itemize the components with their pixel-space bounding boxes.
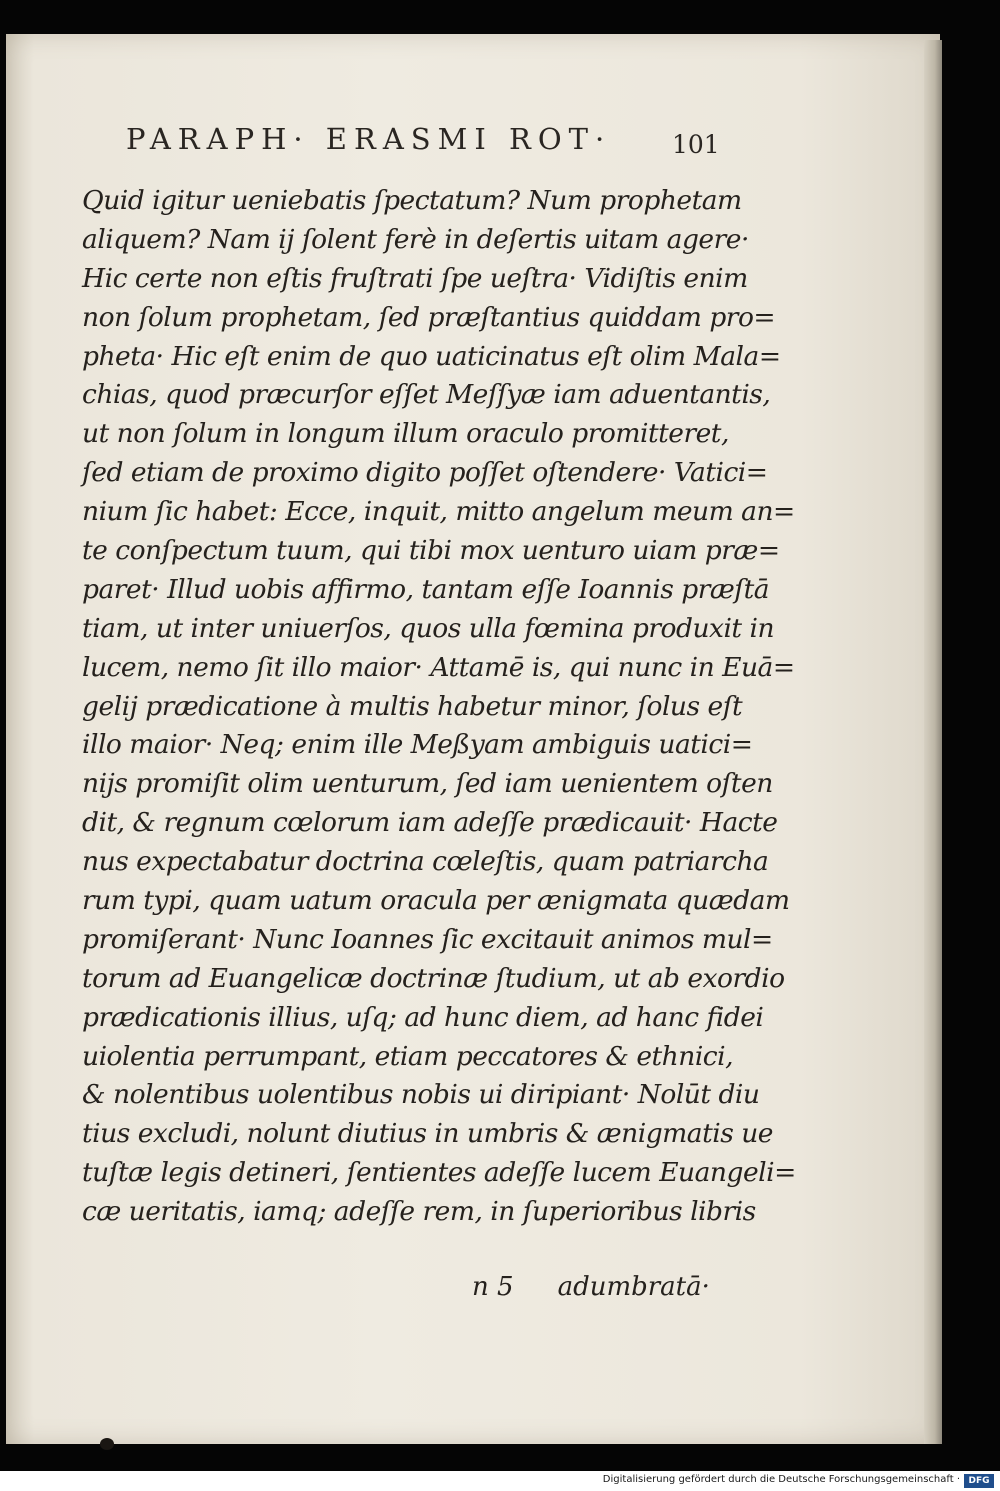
text-line: Quid igitur ueniebatis ſpectatum? Num prophetam <box>82 185 742 216</box>
text-line: lucem, nemo ſit illo maior· Attamē is, qui nunc in Euā= <box>82 651 795 683</box>
text-line: rum typi, quam uatum oracula per ænigmata quædam <box>82 885 790 917</box>
text-line: ut non ſolum in longum illum oraculo promitteret, <box>82 418 729 450</box>
text-line: nus expectabatur doctrina cœleſtis, quam patriarcha <box>82 846 769 878</box>
text-line: te conſpectum tuum, qui tibi mox uenturo uiam præ= <box>82 535 780 567</box>
text-line: torum ad Euangelicæ doctrinæ ſtudium, ut ab exordio <box>82 962 785 994</box>
text-line: tuſtæ legis detineri, ſentientes adeſſe lucem Euangeli= <box>82 1157 796 1189</box>
text-line: ſed etiam de proximo digito poſſet oſtendere· Vatici= <box>82 457 768 489</box>
text-line: aliquem? Nam ij ſolent ferè in deſertis uitam agere· <box>82 223 749 255</box>
text-line: illo maior· Neq; enim ille Meßyam ambiguis uatici= <box>82 729 753 761</box>
text-line: promiſerant· Nunc Ioannes ſic excitauit animos mul= <box>82 923 773 955</box>
catchword: adumbratā· <box>557 1272 710 1302</box>
dfg-logo: DFG <box>964 1474 994 1488</box>
text-line: Hic certe non eſtis fruſtrati ſpe ueſtra· Vidiſtis enim <box>82 262 748 294</box>
text-line: non ſolum prophetam, ſed præſtantius quiddam pro= <box>82 301 776 333</box>
text-line: chias, quod præcurſor eſſet Meſſyæ iam aduentantis, <box>82 379 771 411</box>
text-body <box>82 182 796 1232</box>
text-line: pheta· Hic eſt enim de quo uaticinatus eſt olim Mala= <box>82 340 781 372</box>
text-line: & nolentibus uolentibus nobis ui diripiant· Nolūt diu <box>82 1079 760 1111</box>
text-line: tius excludi, nolunt diutius in umbris & ænigmatis ue <box>82 1118 773 1150</box>
running-head: PARAPH· ERASMI ROT· <box>126 122 612 156</box>
funding-credit: Digitalisierung gefördert durch die Deutsche Forschungsgemeinschaft · <box>602 1474 960 1485</box>
signature-line <box>472 1272 710 1302</box>
ink-blot <box>100 1438 114 1450</box>
text-line: uiolentia perrumpant, etiam peccatores & ethnici, <box>82 1040 734 1072</box>
text-line: nijs promiſit olim uenturum, ſed iam uenientem oſten <box>82 768 773 800</box>
text-line: paret· Illud uobis affirmo, tantam eſſe Ioannis præſtā <box>82 573 770 605</box>
signature-mark: n 5 <box>472 1272 514 1302</box>
text-line: tiam, ut inter uniuerſos, quos ulla fœmina produxit in <box>82 612 775 644</box>
text-line: cæ ueritatis, iamq; adeſſe rem, in ſuperioribus libris <box>82 1196 756 1228</box>
text-line: nium ſic habet: Ecce, inquit, mitto angelum meum an= <box>82 496 795 528</box>
text-line: dit, & regnum cœlorum iam adeſſe prædicauit· Hacte <box>82 807 778 839</box>
text-line: gelij prædicatione à multis habetur minor, ſolus eſt <box>82 690 743 722</box>
folio-number: 101 <box>672 130 720 159</box>
page-edge <box>924 40 942 1444</box>
book-page <box>6 34 940 1444</box>
footer-bar <box>0 1471 1000 1491</box>
text-line: prædicationis illius, uſq; ad hunc diem, ad hanc fidei <box>82 1001 764 1033</box>
